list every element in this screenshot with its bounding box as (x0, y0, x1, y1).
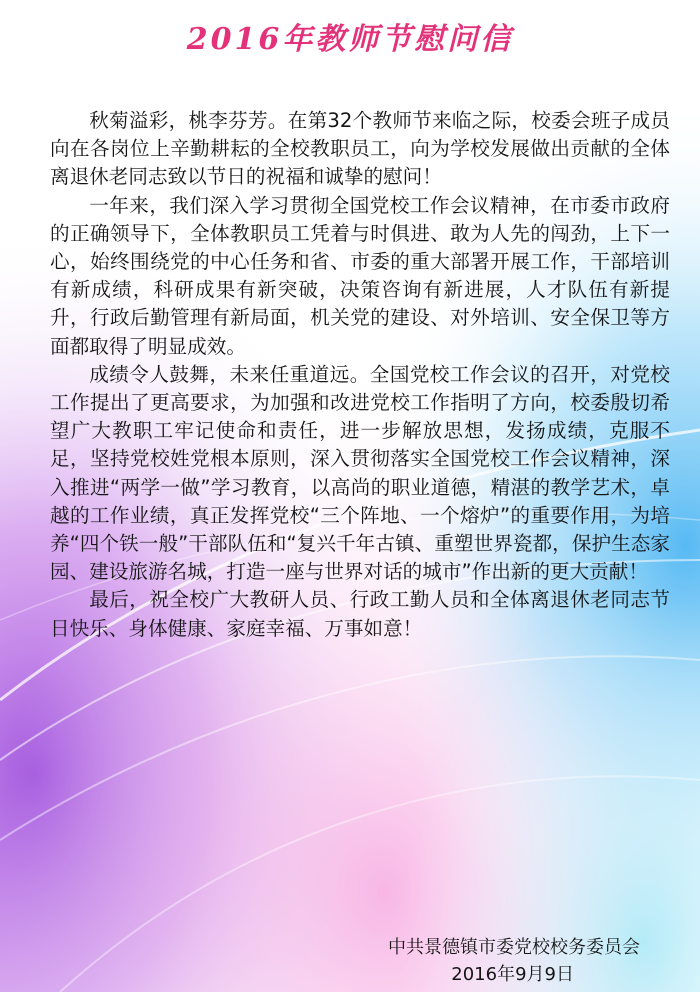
paragraph-expectations: 成绩令人鼓舞，未来任重道远。全国党校工作会议的召开，对党校工作提出了更高要求，为加强和改进党校工作指明了方向，校委殷切希望广大教职工牢记使命和责任，进一步解放思想，发扬成绩，克服不足，坚持党校姓党根本原则，深入贯彻落实全国党校工作会议精神，深入推进“两学一做”学习教育，以高尚的职业道德，精湛的教学艺术，卓越的工作业绩，真正发挥党校“三个阵地、一个熔炉”的重要作用，为培养“四个铁一般”干部队伍和“复兴千年古镇、重塑世界瓷都，保护生态家园、建设旅游名城，打造一座与世界对话的城市”作出新的更大贡献！ (50, 362, 670, 584)
letter-body (50, 107, 670, 643)
signature-date: 2016年9月9日 (451, 964, 574, 985)
paragraph-achievements: 一年来，我们深入学习贯彻全国党校工作会议精神，在市委市政府的正确领导下，全体教职员工凭着与时俱进、敢为人先的闯劲，上下一心，始终围绕党的中心任务和省、市委的重大部署开展工作，干部培训有新成绩，科研成果有新突破，决策咨询有新进展，人才队伍有新提升，行政后勤管理有新局面，机关党的建设、对外培训、安全保卫等方面都取得了明显成效。 (50, 193, 670, 358)
paragraph-greeting: 秋菊溢彩，桃李芬芳。在第32个教师节来临之际，校委会班子成员向在各岗位上辛勤耕耘的全校教职员工，向为学校发展做出贡献的全体离退休老同志致以节日的祝福和诚挚的慰问！ (50, 109, 670, 189)
paragraph-closing: 最后，祝全校广大教研人员、行政工勤人员和全体离退休老同志节日快乐、身体健康、家庭幸福、万事如意！ (50, 588, 670, 640)
page-title: 2016年教师节慰问信 (186, 22, 514, 57)
signature-organization: 中共景德镇市委党校校务委员会 (388, 937, 640, 958)
signature-block (300, 934, 640, 988)
